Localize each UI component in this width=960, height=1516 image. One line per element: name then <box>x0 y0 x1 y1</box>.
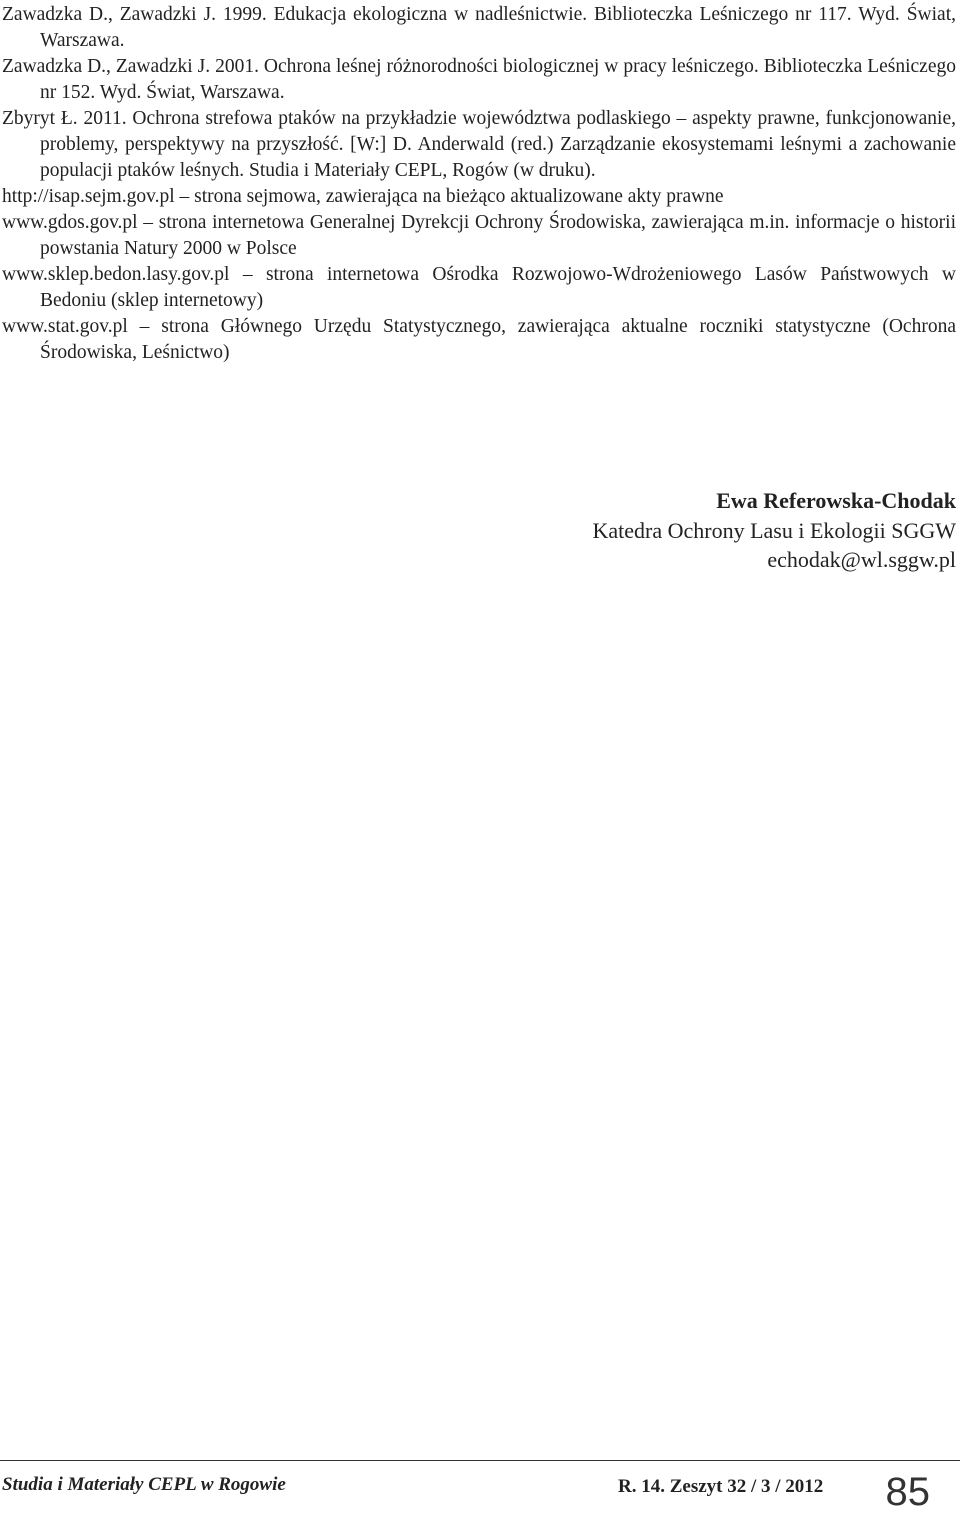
reference-item-link: www.gdos.gov.pl – strona internetowa Generalnej Dyrekcji Ochrony Środowiska, zawierająca m.in. informacje o historii powstania Natury 2000 w Polsce <box>2 212 956 259</box>
author-affiliation: Katedra Ochrony Lasu i Ekologii SGGW <box>592 518 956 543</box>
reference-item-link: www.stat.gov.pl – strona Głównego Urzędu Statystycznego, zawierająca aktualne roczniki statystyczne (Ochrona Środowiska, Leśnictwo) <box>2 316 956 363</box>
footer-journal-title: Studia i Materiały CEPL w Rogowie <box>2 1474 286 1495</box>
author-name: Ewa Referowska-Chodak <box>716 488 956 513</box>
reference-item-link: www.sklep.bedon.lasy.gov.pl – strona internetowa Ośrodka Rozwojowo-Wdrożeniowego Lasów Państwowych w Bedoniu (sklep internetowy) <box>2 264 956 311</box>
author-block <box>592 486 956 574</box>
footer-issue: R. 14. Zeszyt 32 / 3 / 2012 <box>618 1476 824 1497</box>
author-email: echodak@wl.sggw.pl <box>767 547 956 572</box>
reference-item: Zbyryt Ł. 2011. Ochrona strefowa ptaków na przykładzie województwa podlaskiego – aspekty prawne, funkcjonowanie, problemy, perspektywy na przyszłość. [W:] D. Anderwald (red.) Zarządzanie ekosystemami leśnymi a zachowanie populacji ptaków leśnych. Studia i Materiały CEPL, Rogów (w druku). <box>2 108 956 181</box>
reference-item: Zawadzka D., Zawadzki J. 2001. Ochrona leśnej różnorodności biologicznej w pracy leśniczego. Biblioteczka Leśniczego nr 152. Wyd. Świat, Warszawa. <box>2 56 956 103</box>
reference-list <box>2 2 956 366</box>
reference-item: Zawadzka D., Zawadzki J. 1999. Edukacja ekologiczna w nadleśnictwie. Biblioteczka Leśniczego nr 117. Wyd. Świat, Warszawa. <box>2 4 956 51</box>
reference-item-link: http://isap.sejm.gov.pl – strona sejmowa, zawierająca na bieżąco aktualizowane akty prawne <box>2 186 724 207</box>
footer-divider <box>0 1460 960 1461</box>
page-number: 85 <box>885 1470 930 1514</box>
